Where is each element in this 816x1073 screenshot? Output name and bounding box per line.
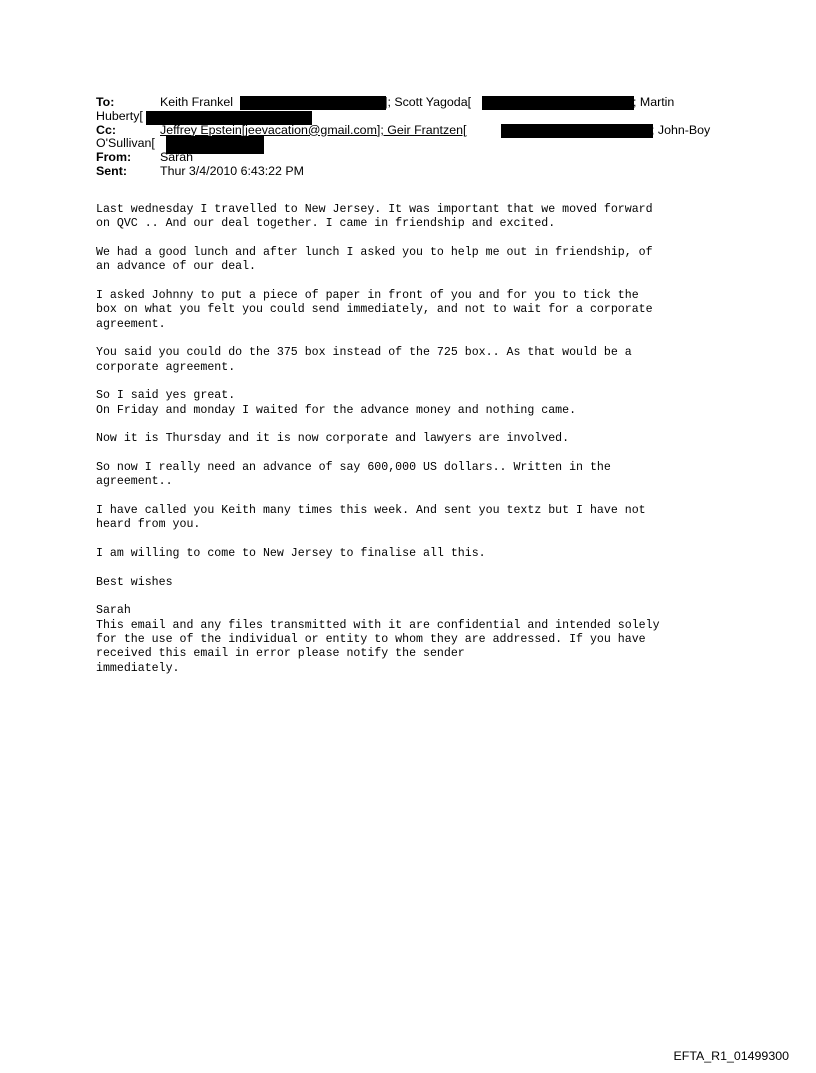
body-signature-disclaimer: Sarah This email and any files transmitted with it are confidential and intended solely for the use of the individual or entity to whom they are addressed. If you have received this email in error please notify the sender immediately.: [96, 604, 660, 675]
redaction-block: [240, 96, 386, 110]
cc-recipient-osullivan: O'Sullivan[: [96, 136, 155, 151]
cc-row-continued: [96, 137, 736, 151]
sent-label: Sent:: [96, 163, 127, 178]
email-header: [96, 96, 736, 179]
to-row-continued: [96, 110, 736, 124]
body-paragraph: Now it is Thursday and it is now corporate and lawyers are involved.: [96, 432, 570, 446]
to-recipient-huberty: Huberty[: [96, 108, 143, 123]
to-row: [96, 96, 736, 110]
sent-row: [96, 165, 736, 179]
to-recipient-keith: Keith Frankel: [160, 95, 234, 109]
email-body: [96, 203, 736, 676]
body-paragraph: I have called you Keith many times this week. And sent you textz but I have not heard from you.: [96, 504, 646, 532]
redaction-block: [501, 124, 653, 138]
to-recipient-martin: ; Martin: [633, 95, 675, 109]
to-label: To:: [96, 95, 115, 109]
body-paragraph: So I said yes great. On Friday and monday I waited for the advance money and nothing came.: [96, 389, 577, 417]
sent-value: Thur 3/4/2010 6:43:22 PM: [160, 163, 304, 178]
cc-row: [96, 124, 736, 138]
from-row: [96, 151, 736, 165]
body-paragraph: I asked Johnny to put a piece of paper in front of you and for you to tick the box on what you felt you could send immediately, and not to wait for a corporate agreement.: [96, 289, 653, 331]
document-id: EFTA_R1_01499300: [673, 1049, 789, 1063]
cc-label: Cc:: [96, 122, 116, 137]
body-paragraph: We had a good lunch and after lunch I asked you to help me out in friendship, of an advance of our deal.: [96, 246, 653, 274]
body-paragraph: I am willing to come to New Jersey to finalise all this.: [96, 547, 486, 560]
body-paragraph: You said you could do the 375 box instead of the 725 box.. As that would be a corporate agreement.: [96, 346, 632, 374]
body-closing: Best wishes: [96, 575, 173, 589]
cc-recipient-johnboy: ; John-Boy: [651, 122, 711, 137]
redaction-block: [482, 96, 634, 110]
body-paragraph: Last wednesday I travelled to New Jersey. It was important that we moved forward on QVC .. And our deal together. I came in friendship and excited.: [96, 203, 653, 231]
cc-recipient-jeffrey: Jeffrey Epstein[jeevacation@gmail.com]; Geir Frantzen[: [160, 122, 467, 137]
body-paragraph: So now I really need an advance of say 600,000 US dollars.. Written in the agreement..: [96, 461, 611, 489]
to-recipient-scott: ]; Scott Yagoda[: [384, 95, 472, 109]
from-label: From:: [96, 150, 132, 165]
from-value: Sarah: [160, 150, 194, 165]
